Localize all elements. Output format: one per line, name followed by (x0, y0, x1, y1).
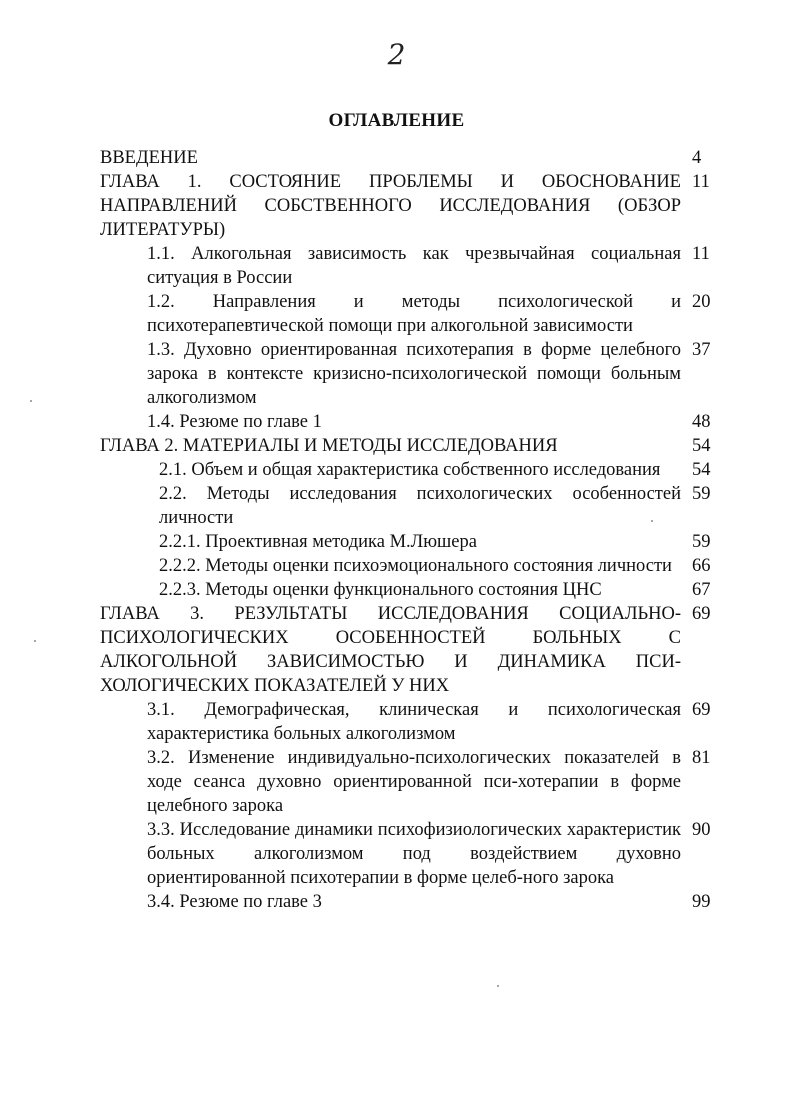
scan-speck (651, 520, 653, 522)
toc-entry-page: 4 (692, 148, 702, 168)
toc-entry-title: 1.1. Алкогольная зависимость как чрезвычайная социальная ситуация в России (147, 244, 681, 288)
toc-entry-2-2-1 (159, 530, 793, 554)
toc-entry-page: 90 (692, 820, 711, 840)
toc-entry-1-2 (147, 290, 793, 338)
toc-entry-title: 1.4. Резюме по главе 1 (147, 412, 322, 432)
toc-entry-3-4 (147, 890, 793, 914)
toc-entry-title: 2.2. Методы исследования психологических особенностей личности (159, 484, 681, 528)
toc-entry-page: 59 (692, 484, 711, 504)
toc-entry-title: ГЛАВА 1. СОСТОЯНИЕ ПРОБЛЕМЫ И ОБОСНОВАНИЕ НАПРАВЛЕНИЙ СОБСТВЕННОГО ИССЛЕДОВАНИЯ (ОБЗОР ЛИТЕРАТУРЫ) (100, 172, 681, 240)
toc-entry-page: 66 (692, 556, 711, 576)
toc-entry-2-2-2 (159, 554, 793, 578)
toc-entry-page: 48 (692, 412, 711, 432)
toc-entry-2-2 (159, 482, 793, 530)
table-of-contents (0, 146, 793, 914)
toc-entry-2-1 (159, 458, 793, 482)
toc-entry-2-2-3 (159, 578, 793, 602)
toc-entry-title: 1.3. Духовно ориентированная психотерапия в форме целебного зарока в контексте кризисно-психологической помощи больным алкоголизмом (147, 340, 681, 408)
scan-speck (497, 985, 499, 987)
scan-speck (30, 400, 32, 402)
toc-entry-3-1 (147, 698, 793, 746)
toc-entry-page: 81 (692, 748, 711, 768)
toc-entry-1-4 (147, 410, 793, 434)
toc-entry-page: 54 (692, 460, 711, 480)
handwritten-page-number: 2 (387, 38, 406, 71)
toc-heading: ОГЛАВЛЕНИЕ (328, 110, 465, 131)
toc-entry-page: 99 (692, 892, 711, 912)
toc-entry-title: ГЛАВА 3. РЕЗУЛЬТАТЫ ИССЛЕДОВАНИЯ СОЦИАЛЬНО-ПСИХОЛОГИЧЕСКИХ ОСОБЕННОСТЕЙ БОЛЬНЫХ С АЛКОГОЛЬНОЙ ЗАВИСИМОСТЬЮ И ДИНАМИКА ПСИ-ХОЛОГИЧЕСКИХ ПОКАЗАТЕЛЕЙ У НИХ (100, 604, 681, 696)
toc-entry-title: 3.1. Демографическая, клиническая и психологическая характеристика больных алкоголизмом (147, 700, 681, 744)
toc-entry-3-3 (147, 818, 793, 890)
toc-entry-page: 67 (692, 580, 711, 600)
toc-entry-introduction (100, 146, 793, 170)
toc-entry-title: 2.1. Объем и общая характеристика собственного исследования (159, 460, 661, 480)
toc-entry-title: 2.2.1. Проективная методика М.Люшера (159, 532, 477, 552)
toc-entry-page: 37 (692, 340, 711, 360)
scan-speck (34, 640, 36, 642)
toc-entry-title: 2.2.2. Методы оценки психоэмоционального состояния личности (159, 556, 672, 576)
toc-entry-3-2 (147, 746, 793, 818)
toc-entry-title: 3.3. Исследование динамики психофизиологических характеристик больных алкоголизмом под воздействием духовно ориентированной психотерапии в форме целеб-ного зарока (147, 820, 681, 888)
toc-entry-chapter-2 (100, 434, 793, 458)
toc-entry-1-1 (147, 242, 793, 290)
toc-entry-title: 3.2. Изменение индивидуально-психологических показателей в ходе сеанса духовно ориентированной пси-хотерапии в форме целебного зарока (147, 748, 681, 816)
toc-entry-page: 69 (692, 604, 711, 624)
toc-entry-page: 11 (692, 172, 710, 192)
toc-entry-title: 2.2.3. Методы оценки функционального состояния ЦНС (159, 580, 602, 600)
toc-entry-page: 69 (692, 700, 711, 720)
toc-entry-title: 3.4. Резюме по главе 3 (147, 892, 322, 912)
toc-entry-page: 11 (692, 244, 710, 264)
toc-entry-chapter-1 (100, 170, 793, 242)
toc-entry-1-3 (147, 338, 793, 410)
toc-entry-page: 59 (692, 532, 711, 552)
toc-entry-page: 54 (692, 436, 711, 456)
toc-entry-title: ВВЕДЕНИЕ (100, 148, 198, 168)
toc-entry-chapter-3 (100, 602, 793, 698)
toc-entry-title: 1.2. Направления и методы психологической и психотерапевтической помощи при алкогольной зависимости (147, 292, 681, 336)
toc-entry-title: ГЛАВА 2. МАТЕРИАЛЫ И МЕТОДЫ ИССЛЕДОВАНИЯ (100, 436, 558, 456)
toc-entry-page: 20 (692, 292, 711, 312)
